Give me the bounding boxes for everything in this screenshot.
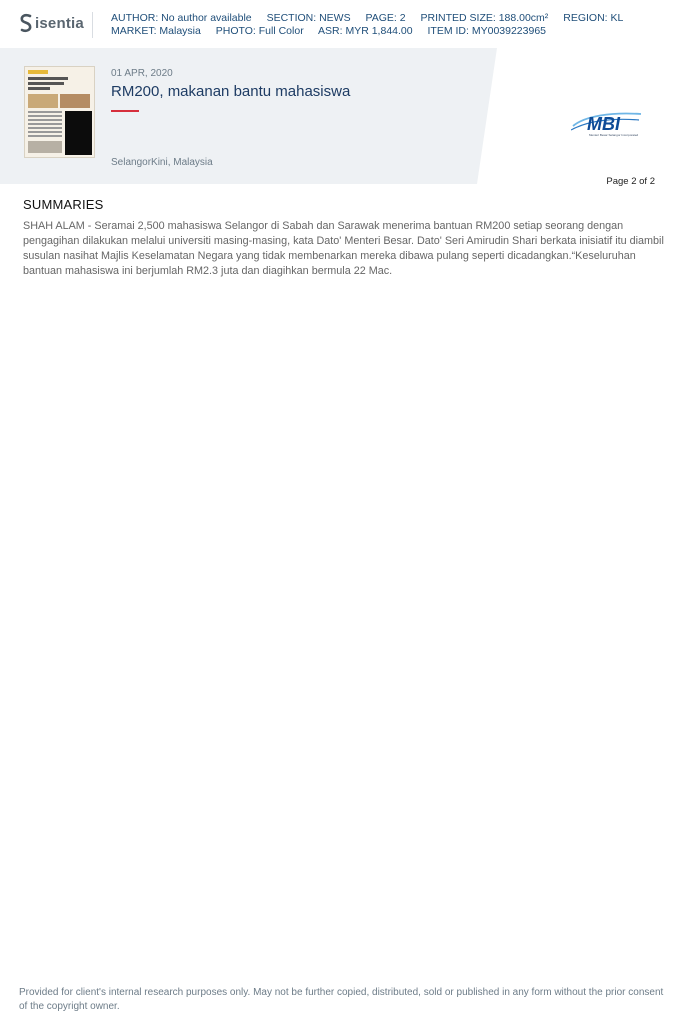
printed-size-field: PRINTED SIZE: 188.00cm² (420, 12, 549, 24)
summaries-body: SHAH ALAM - Seramai 2,500 mahasiswa Selangor di Sabah dan Sarawak menerima bantuan RM200 setiap seorang dengan pengagihan dilakukan melalui universiti masing-masing, kata Dato' Menteri Besar. Dato' Seri Amirudin Shari berkata inisiatif itu diambil susulan nasihat Majlis Keselamatan Negara yang tidak membenarkan mereka dibawa pulang seperti dicadangkan.“Keseluruhan bantuan mahasiswa ini berjumlah RM2.3 juta dan diagihkan bermula 22 Mac. (23, 220, 664, 277)
page-count: Page 2 of 2 (606, 176, 655, 187)
meta-row-2 (111, 25, 558, 37)
author-field: AUTHOR: No author available (111, 12, 252, 24)
meta-row-1 (111, 12, 635, 24)
footer-disclaimer: Provided for client's internal research purposes only. May not be further copied, distributed, sold or published in any form without the prior consent of the copyright owner. (19, 987, 664, 1012)
article-title[interactable]: RM200, makanan bantu mahasiswa (111, 83, 351, 100)
clipping-thumbnail[interactable] (24, 66, 95, 158)
summaries-heading: SUMMARIES (23, 197, 104, 212)
market-field: MARKET: Malaysia (111, 25, 201, 37)
mbi-logo-wordmark: MBI (587, 114, 620, 134)
clipping-thumbnail-image (25, 67, 94, 157)
mbi-logo-subtext: Menteri Besar Selangor Incorporated (589, 133, 639, 137)
logo-wordmark: isentia (35, 14, 84, 32)
page-field: PAGE: 2 (365, 12, 406, 24)
photo-field: PHOTO: Full Color (215, 25, 304, 37)
mbi-logo-icon (571, 108, 643, 138)
title-accent-rule (111, 110, 139, 112)
report-header (0, 0, 687, 48)
header-divider (92, 12, 93, 38)
isentia-logo-icon (18, 13, 34, 33)
article-date: 01 APR, 2020 (111, 68, 173, 79)
asr-field: ASR: MYR 1,844.00 (318, 25, 413, 37)
isentia-logo (18, 13, 84, 33)
region-field: REGION: KL (563, 12, 624, 24)
item-id-field: ITEM ID: MY0039223965 (427, 25, 546, 37)
mbi-logo (571, 108, 643, 138)
article-source: SelangorKini, Malaysia (111, 157, 213, 168)
section-field: SECTION: NEWS (266, 12, 351, 24)
